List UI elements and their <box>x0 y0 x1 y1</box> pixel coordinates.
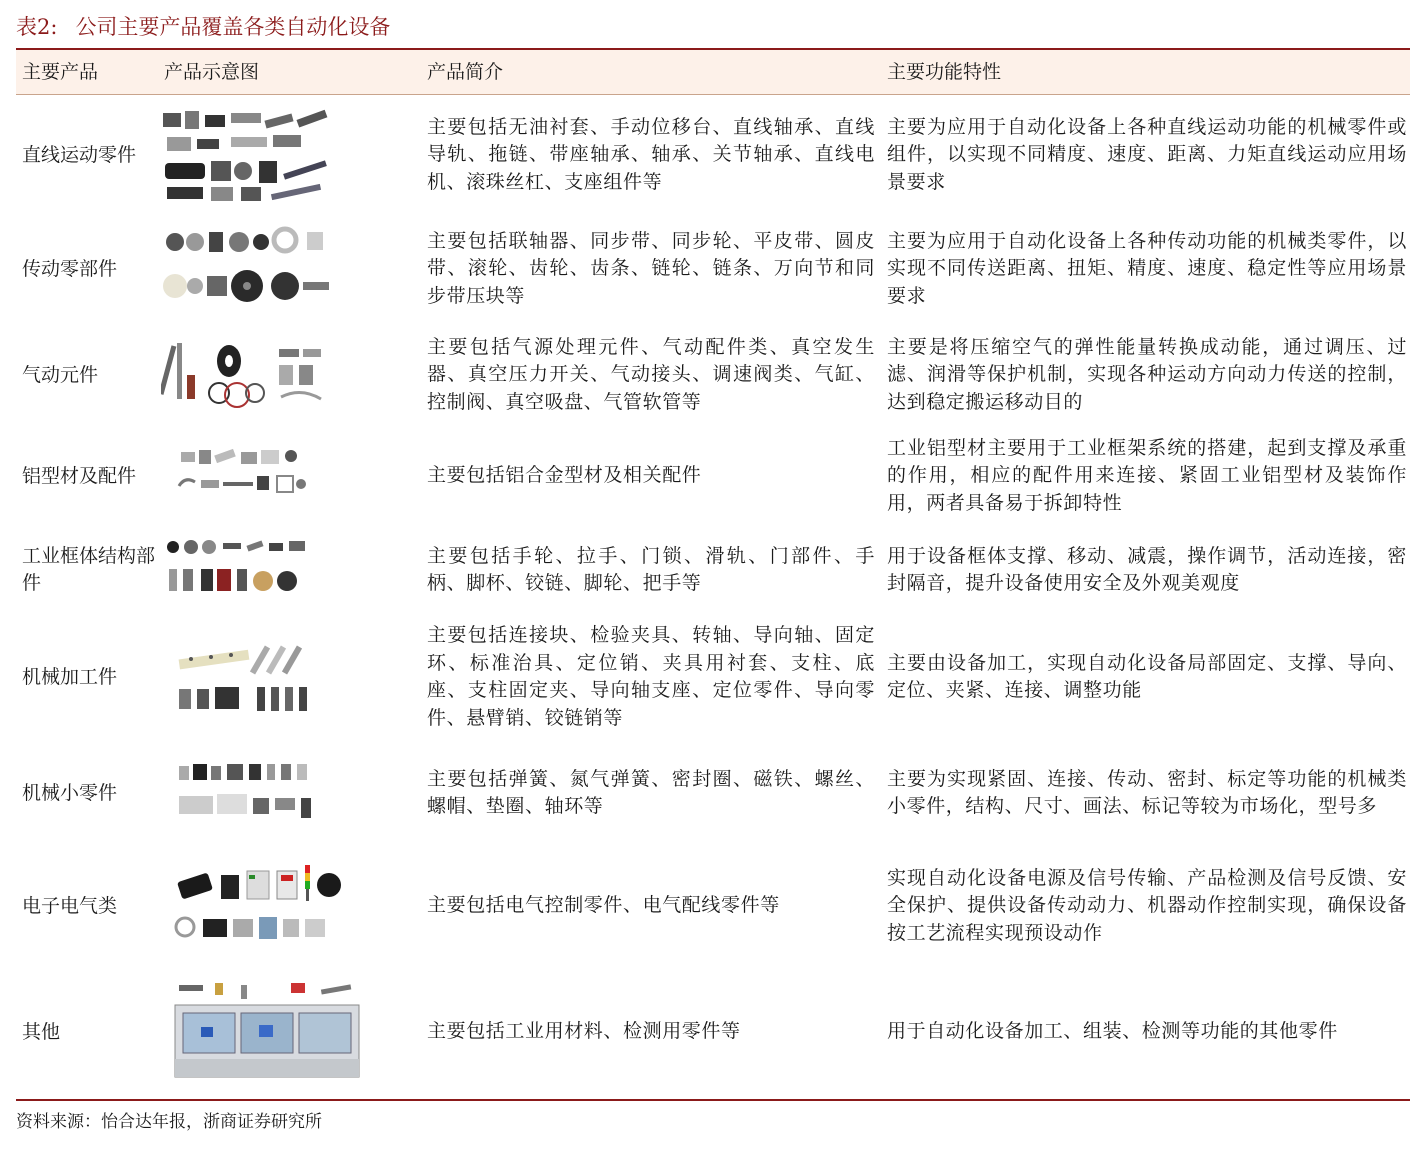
table-row <box>16 526 1410 614</box>
product-name: 工业框体结构部件 <box>22 545 156 594</box>
table-header <box>16 50 1410 95</box>
header-product: 主要产品 <box>22 61 99 83</box>
product-name: 机械小零件 <box>22 781 118 804</box>
header-intro: 产品简介 <box>427 61 504 83</box>
product-function: 工业铝型材主要用于工业框架系统的搭建，起到支撑及承重的作用，相应的配件用来连接、紧固工业铝型材及装饰作用，两者具备易于拆卸特性 <box>887 436 1407 514</box>
product-image-transmission <box>161 214 411 324</box>
table-row <box>16 846 1410 966</box>
source-note: 资料来源：怡合达年报，浙商证券研究所 <box>16 1112 322 1132</box>
product-image-electrical <box>161 846 411 966</box>
table-row <box>16 614 1410 740</box>
bottom-rule <box>16 1099 1410 1101</box>
product-intro: 主要包括无油衬套、手动位移台、直线轴承、直线导轨、拖链、带座轴承、轴承、关节轴承、直线电机、滚珠丝杠、支座组件等 <box>427 115 875 193</box>
product-intro: 主要包括连接块、检验夹具、转轴、导向轴、固定环、标准治具、定位销、夹具用衬套、支柱、底座、支柱固定夹、导向轴支座、定位零件、导向零件、悬臂销、铰链销等 <box>427 624 875 729</box>
product-name: 气动元件 <box>22 363 99 386</box>
header-function: 主要功能特性 <box>887 61 1002 83</box>
table-row <box>16 426 1410 526</box>
product-function: 主要为实现紧固、连接、传动、密封、标定等功能的机械类小零件，结构、尺寸、画法、标记等较为市场化，型号多 <box>887 767 1407 817</box>
product-function: 用于自动化设备加工、组装、检测等功能的其他零件 <box>887 1020 1338 1043</box>
table-row <box>16 214 1410 324</box>
table-row <box>16 96 1410 214</box>
product-image-linear-motion <box>161 96 411 214</box>
product-function: 主要为应用于自动化设备上各种传动功能的机械类零件，以实现不同传送距离、扭矩、精度、速度、稳定性等应用场景要求 <box>887 229 1407 307</box>
product-intro: 主要包括手轮、拉手、门锁、滑轨、门部件、手柄、脚杯、铰链、脚轮、把手等 <box>427 544 875 594</box>
product-image-frame-parts <box>161 526 411 614</box>
product-intro: 主要包括弹簧、氮气弹簧、密封圈、磁铁、螺丝、螺帽、垫圈、轴环等 <box>427 767 875 817</box>
product-function: 用于设备框体支撑、移动、减震，操作调节，活动连接，密封隔音，提升设备使用安全及外观美观度 <box>887 544 1407 594</box>
product-intro: 主要包括联轴器、同步带、同步轮、平皮带、圆皮带、滚轮、齿轮、齿条、链轮、链条、万向节和同步带压块等 <box>427 229 875 307</box>
product-image-machined <box>161 614 411 740</box>
table-label: 表2: <box>16 15 58 39</box>
product-intro: 主要包括气源处理元件、气动配件类、真空发生器、真空压力开关、气动接头、调速阀类、气缸、控制阀、真空吸盘、气管软管等 <box>427 335 875 413</box>
product-image-aluminum <box>161 426 411 526</box>
table-title <box>16 10 1410 44</box>
product-name: 其他 <box>22 1020 61 1043</box>
table-row <box>16 324 1410 426</box>
table-row <box>16 740 1410 846</box>
header-image: 产品示意图 <box>164 61 260 83</box>
product-name: 机械加工件 <box>22 665 118 688</box>
product-image-small-parts <box>161 740 411 846</box>
product-image-pneumatic <box>161 324 411 426</box>
product-intro: 主要包括工业用材料、检测用零件等 <box>427 1020 741 1043</box>
product-name: 铝型材及配件 <box>22 464 137 487</box>
product-function: 主要是将压缩空气的弹性能量转换成动能，通过调压、过滤、润滑等保护机制，实现各种运动方向动力传送的控制，达到稳定搬运移动目的 <box>887 335 1407 413</box>
product-intro: 主要包括电气控制零件、电气配线零件等 <box>427 894 780 917</box>
product-name: 传动零部件 <box>22 257 118 280</box>
product-function: 主要为应用于自动化设备上各种直线运动功能的机械零件或组件，以实现不同精度、速度、距离、力矩直线运动应用场景要求 <box>887 115 1407 193</box>
table-caption: 公司主要产品覆盖各类自动化设备 <box>75 15 391 39</box>
product-name: 直线运动零件 <box>22 143 137 166</box>
product-function: 主要由设备加工，实现自动化设备局部固定、支撑、导向、定位、夹紧、连接、调整功能 <box>887 651 1407 701</box>
product-name: 电子电气类 <box>22 894 118 917</box>
product-image-other-machine <box>161 966 411 1098</box>
product-intro: 主要包括铝合金型材及相关配件 <box>427 464 702 487</box>
product-function: 实现自动化设备电源及信号传输、产品检测及信号反馈、安全保护、提供设备传动动力、机器动作控制实现，确保设备按工艺流程实现预设动作 <box>887 866 1407 944</box>
table-row <box>16 966 1410 1098</box>
